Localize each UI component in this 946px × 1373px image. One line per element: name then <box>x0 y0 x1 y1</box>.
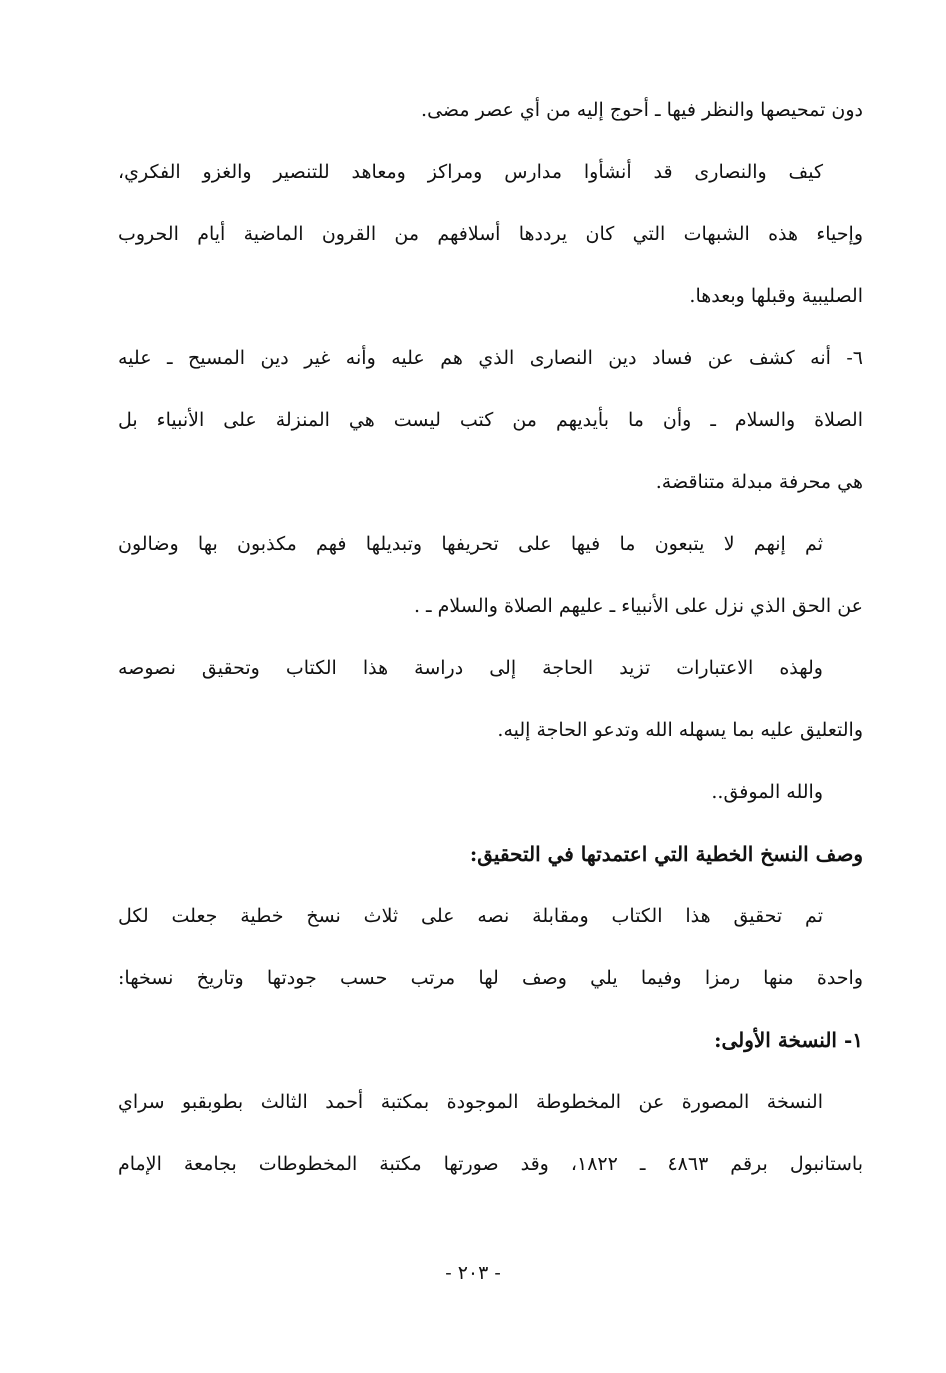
text-line: تم تحقيق هذا الكتاب ومقابلة نصه على ثلاث نسخ خطية جعلت لكل <box>118 905 823 927</box>
text-line: ثم إنهم لا يتبعون ما فيها على تحريفها وتبديلها فهم مكذبون بها وضالون <box>118 533 823 555</box>
section-heading: وصف النسخ الخطية التي اعتمدتها في التحقيق: <box>469 842 863 866</box>
document-page <box>118 88 863 1204</box>
text-line: والتعليق عليه بما يسهله الله وتدعو الحاجة إليه. <box>497 719 863 741</box>
text-line: كيف والنصارى قد أنشأوا مدارس ومراكز ومعاهد للتنصير والغزو الفكري، <box>118 161 823 183</box>
subsection-heading: ١- النسخة الأولى: <box>714 1028 863 1052</box>
text-line: باستانبول برقم ٤٨٦٣ ـ ١٨٢٢، وقد صورتها مكتبة المخطوطات بجامعة الإمام <box>118 1153 863 1175</box>
text-line: والله الموفق.. <box>711 781 823 803</box>
text-line: الصلاة والسلام ـ وأن ما بأيديهم من كتب ليست هي المنزلة على الأنبياء بل <box>118 409 863 431</box>
numbered-point: ٦- أنه كشف عن فساد دين النصارى الذي هم عليه وأنه غير دين المسيح ـ عليه <box>118 347 863 369</box>
text-line: عن الحق الذي نزل على الأنبياء ـ عليهم الصلاة والسلام ـ . <box>413 595 863 617</box>
text-line: واحدة منها رمزا وفيما يلي وصف لها مرتب حسب جودتها وتاريخ نسخها: <box>118 967 863 989</box>
text-line: النسخة المصورة عن المخطوطة الموجودة بمكتبة أحمد الثالث بطوبقبو سراي <box>118 1091 823 1113</box>
page-number: - ٢٠٣ - <box>445 1262 501 1284</box>
text-line: ولهذه الاعتبارات تزيد الحاجة إلى دراسة هذا الكتاب وتحقيق نصوصه <box>118 657 823 679</box>
text-line: الصليبية وقبلها وبعدها. <box>689 285 863 307</box>
text-line: دون تمحيصها والنظر فيها ـ أحوج إليه من أي عصر مضى. <box>421 99 863 121</box>
text-line: هي محرفة مبدلة متناقضة. <box>655 471 863 493</box>
text-line: وإحياء هذه الشبهات التي كان يرددها أسلافهم من القرون الماضية أيام الحروب <box>118 223 863 245</box>
